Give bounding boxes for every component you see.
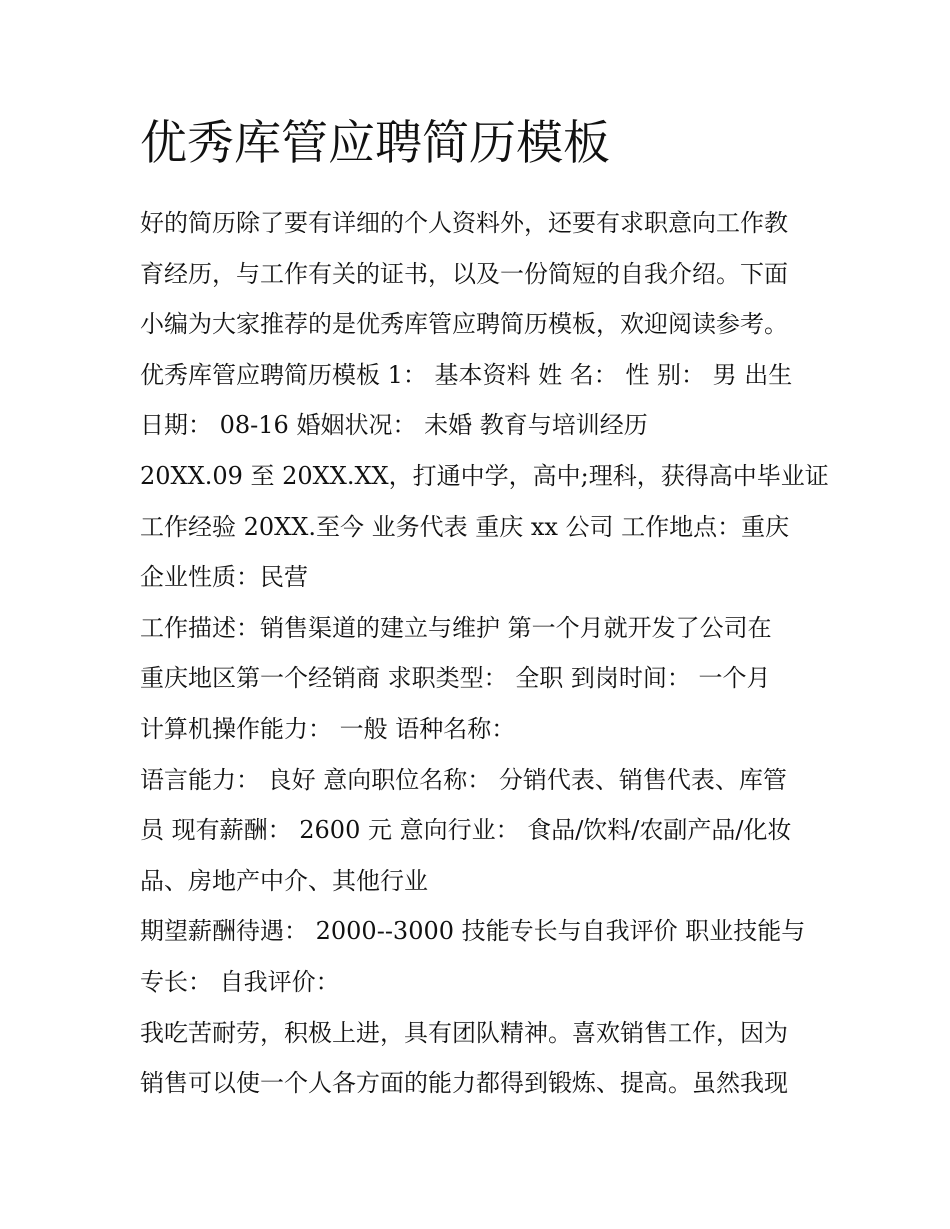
body-line: 好的简历除了要有详细的个人资料外，还要有求职意向工作教 — [140, 209, 788, 237]
body-line: 工作经验 20XX.至今 业务代表 重庆 xx 公司 工作地点：重庆 — [140, 512, 790, 541]
document-title: 优秀库管应聘简历模板 — [140, 116, 610, 171]
body-line: 销售可以使一个人各方面的能力都得到锻炼、提高。虽然我现 — [140, 1069, 788, 1098]
body-line: 计算机操作能力： 一般 语种名称： — [140, 714, 516, 743]
body-line: 日期： 08-16 婚姻状况： 未婚 教育与培训经历 — [140, 411, 648, 440]
body-line: 员 现有薪酬： 2600 元 意向行业： 食品/饮料/农副产品/化妆 — [140, 816, 792, 845]
body-line: 专长： 自我评价： — [140, 967, 340, 996]
body-line: 小编为大家推荐的是优秀库管应聘简历模板，欢迎阅读参考。 — [140, 310, 788, 339]
body-line: 育经历，与工作有关的证书，以及一份简短的自我介绍。下面 — [140, 259, 788, 288]
document-body — [140, 198, 830, 1109]
body-line: 我吃苦耐劳，积极上进，具有团队精神。喜欢销售工作，因为 — [140, 1018, 788, 1047]
body-line: 优秀库管应聘简历模板 1： 基本资料 姓 名： 性 别： 男 出生 — [140, 360, 793, 389]
body-line: 重庆地区第一个经销商 求职类型： 全职 到岗时间： 一个月 — [140, 664, 771, 693]
body-line: 语言能力： 良好 意向职位名称： 分销代表、销售代表、库管 — [140, 765, 787, 794]
body-line: 工作描述：销售渠道的建立与维护 第一个月就开发了公司在 — [140, 613, 772, 642]
body-line: 期望薪酬待遇： 2000--3000 技能专长与自我评价 职业技能与 — [140, 917, 806, 946]
body-line: 企业性质：民营 — [140, 563, 308, 592]
body-line: 20XX.09 至 20XX.XX，打通中学，高中;理科，获得高中毕业证 — [140, 461, 829, 490]
body-line: 品、房地产中介、其他行业 — [140, 866, 428, 895]
